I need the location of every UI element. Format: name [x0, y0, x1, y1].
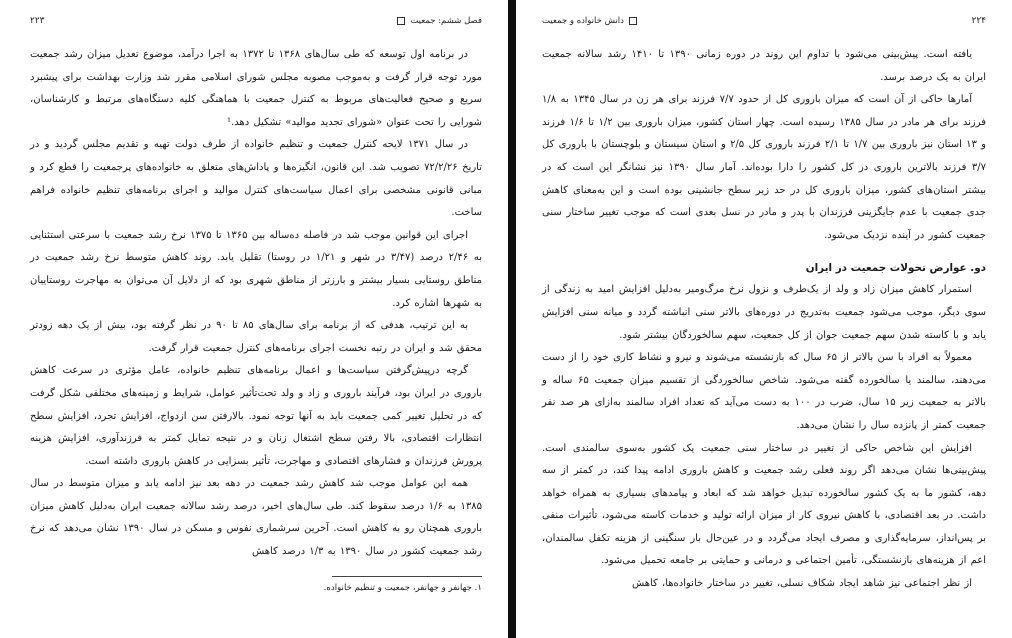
right-page	[516, 0, 1012, 638]
left-header-title: فصل ششم: جمعیت	[410, 16, 482, 26]
right-page-number: ۲۲۴	[971, 16, 986, 26]
right-paragraph: از نظر اجتماعی نیز شاهد ایجاد شکاف نسلی، تغییر در ساختار خانواده‌ها، کاهش	[631, 578, 972, 590]
header-square-icon	[629, 17, 637, 25]
left-paragraph: اجرای این قوانین موجب شد در فاصله ده‌ساله بین ۱۳۶۵ تا ۱۳۷۵ نرخ رشد جمعیت با سرعتی استثنایی به ۲/۴۶ درصد (۳/۴۷ در شهر و ۱/۲۱ در روستا) تقلیل یابد. روند کاهش متوسط نرخ رشد جمعیت در مناطق روستایی بسیار بیشتر و بارزتر از مناطق شهری بود که از دلایل آن می‌توان به مهاجرت روستاییان به شهرها اشاره کرد.	[30, 229, 483, 309]
left-running-head	[30, 14, 482, 28]
right-paragraph: افزایش این شاخص حاکی از تغییر در ساختار سنی جمعیت یک کشور به‌سوی سالمندی است. پیش‌بینی‌ها نشان می‌دهد اگر روند فعلی رشد جمعیت و کاهش باروری ادامه پیدا کند، در کمتر از سه دهه، کشور ما به یک کشور سالخورده تبدیل خواهد شد که ابعاد و پیامدهای بسیاری به همراه خواهد داشت. در بعد اقتصادی، با کاهش نیروی کار از میزان ارائه تولید و خدمات کاسته می‌شود، تأثیرات منفی بر پس‌انداز، سرمایه‌گذاری و مصرف ایجاد می‌گردد و در عین‌حال بار سنگینی از هزینه تکفل سالمندان، اعم از هزینه‌های بازنشستگی، تأمین اجتماعی و درمانی و حمایتی بر جامعه تحمیل می‌شود.	[542, 442, 986, 567]
book-spine	[508, 0, 516, 638]
left-header-title-group	[397, 16, 482, 26]
right-paragraph: آمارها حاکی از آن است که میزان باروری کل از حدود ۷/۷ فرزند برای هر زن در سال ۱۳۴۵ به ۱/۸ فرزند برای هر مادر در سال ۱۳۸۵ رسیده است. چهار استان کشور، میزان باروری بین ۱/۲ تا ۱/۶ فرزند و ۱۳ استان نیز باروری بین ۱/۷ تا ۲/۱ فرزند باروری کل ۲/۵ و استان سیستان و بلوچستان با باروری کل ۳/۷ فرزند بالاترین باروری در کل کشور را دارا بوده‌اند. آمار سال ۱۳۹۰ نیز نشانگر این است که در بیشتر استان‌های کشور، میزان باروری کل در حد زیر سطح جانشینی بوده است و این به‌معنای کاهش جدی جمعیت با عدم جایگزینی فرزندان با پدر و مادر در نسل بعدی است که موجب تغییر ساختار سنی جمعیت کشور در آینده نزدیک می‌شود.	[542, 94, 987, 241]
right-header-title-group	[542, 16, 637, 26]
left-paragraph: به این ترتیب، هدفی که از برنامه برای سال‌های ۸۵ تا ۹۰ در نظر گرفته بود، بیش از یک دهه زودتر محقق شد و ایران در رتبه نخست اجرای برنامه‌های کنترل جمعیت قرار گرفت.	[30, 320, 482, 354]
right-paragraph: معمولاً به افراد با سن بالاتر از ۶۵ سال که بازنشسته می‌شوند و نیرو و نشاط کاری خود را از دست می‌دهند، سالمند یا سالخورده گفته می‌شود. شاخص سالخوردگی از تقسیم میزان جمعیت ۶۵ ساله و بالاتر به جمعیت زیر ۱۵ سال، ضرب در ۱۰۰ به دست می‌آید که تعداد افراد سالمند به‌ازای هر صد نفر جمعیت کمتر از پانزده سال را نشان می‌دهد.	[542, 352, 987, 431]
left-paragraph: گرچه درپیش‌گرفتن سیاست‌ها و اعمال برنامه‌های تنظیم خانواده، عامل مؤثری در سرعت کاهش باروری در ایران بود، فرآیند باروری و زاد و ولد تحت‌تأثیر عوامل، شرایط و زمینه‌های مختلفی شکل گرفت که در تحلیل تغییر کمی جمعیت باید به آنها توجه نمود. بالارفتن سن ازدواج، افزایش تجرد، افزایش سطح انتظارات اقتصادی، بالا رفتن سطح اشتغال زنان و در نتیجه تمایل کمتر به فرزندآوری، افزایش هزینه پرورش فرزندان و فشارهای اقتصادی و مهاجرت، تأثیر بسزایی در کاهش باروری داشته است.	[30, 365, 482, 467]
right-paragraph: استمرار کاهش میزان زاد و ولد از یک‌طرف و نزول نرخ مرگ‌ومیر به‌دلیل افزایش امید به زندگی از سوی دیگر، موجب می‌شود جمعیت به‌تدریج در دوره‌های بالاتر سنی انباشته گردد و میانه سنی افزایش یابد و با کاسته شدن سهم جمعیت جوان از کل جمعیت، سهم سالخوردگان بیشتر شود.	[542, 284, 986, 341]
right-paragraph: یافته است. پیش‌بینی می‌شود با تداوم این روند در دوره زمانی ۱۳۹۰ تا ۱۴۱۰ رشد سالانه جمعیت ایران به یک درصد برسد.	[542, 49, 986, 83]
right-running-head	[542, 14, 986, 28]
footnote: ۱. جهانفر و جهانفر، جمعیت و تنظیم خانواده.	[323, 582, 482, 593]
right-header-title: دانش خانواده و جمعیت	[542, 16, 624, 26]
left-paragraph: در سال ۱۳۷۱ لایحه کنترل جمعیت و تنظیم خانواده از طرف دولت تهیه و تقدیم مجلس گردید و در تاریخ ۷۲/۲/۲۶ تصویب شد. این قانون، انگیزه‌ها و پاداش‌های متعلق به خانواده‌های پرجمعیت را قطع کرد و مبانی قانونی مشخصی برای اعمال سیاست‌های کنترل موالید و اجرای برنامه‌های تنظیم خانواده فراهم ساخت.	[30, 139, 483, 219]
section-heading: دو. عوارض تحولات جمعیت در ایران	[805, 262, 986, 275]
left-paragraph: همه این عوامل موجب شد کاهش رشد جمعیت در دهه بعد نیز ادامه یابد و میزان متوسط در سال ۱۳۸۵ به ۱/۶ درصد سقوط کند. طی سال‌های اخیر، درصد رشد سالانه جمعیت ایران به‌دلیل کاهش میزان باروری همچنان رو به کاهش است. آخرین سرشماری نفوس و مسکن در سال ۱۳۹۰ نشان می‌دهد که نرخ رشد جمعیت کشور در سال ۱۳۹۰ به ۱/۳ درصد کاهش	[30, 478, 482, 558]
footnote-divider	[332, 576, 482, 577]
header-square-icon	[397, 17, 405, 25]
left-paragraph: در برنامه اول توسعه که طی سال‌های ۱۳۶۸ تا ۱۳۷۲ به اجرا درآمد، موضوع تعدیل میزان رشد جمعیت مورد توجه قرار گرفت و به‌موجب مصوبه مجلس شورای اسلامی مقرر شد وزارت بهداشت برای پیشبرد سریع و صحیح فعالیت‌های مربوط به کنترل جمعیت با هماهنگی کلیه دستگاه‌های مرتبط و کارشناسان، شورایی را تحت عنوان «شورای تجدید موالید» تشکیل دهد.¹	[30, 49, 482, 128]
left-page-number: ۲۲۳	[30, 16, 45, 26]
